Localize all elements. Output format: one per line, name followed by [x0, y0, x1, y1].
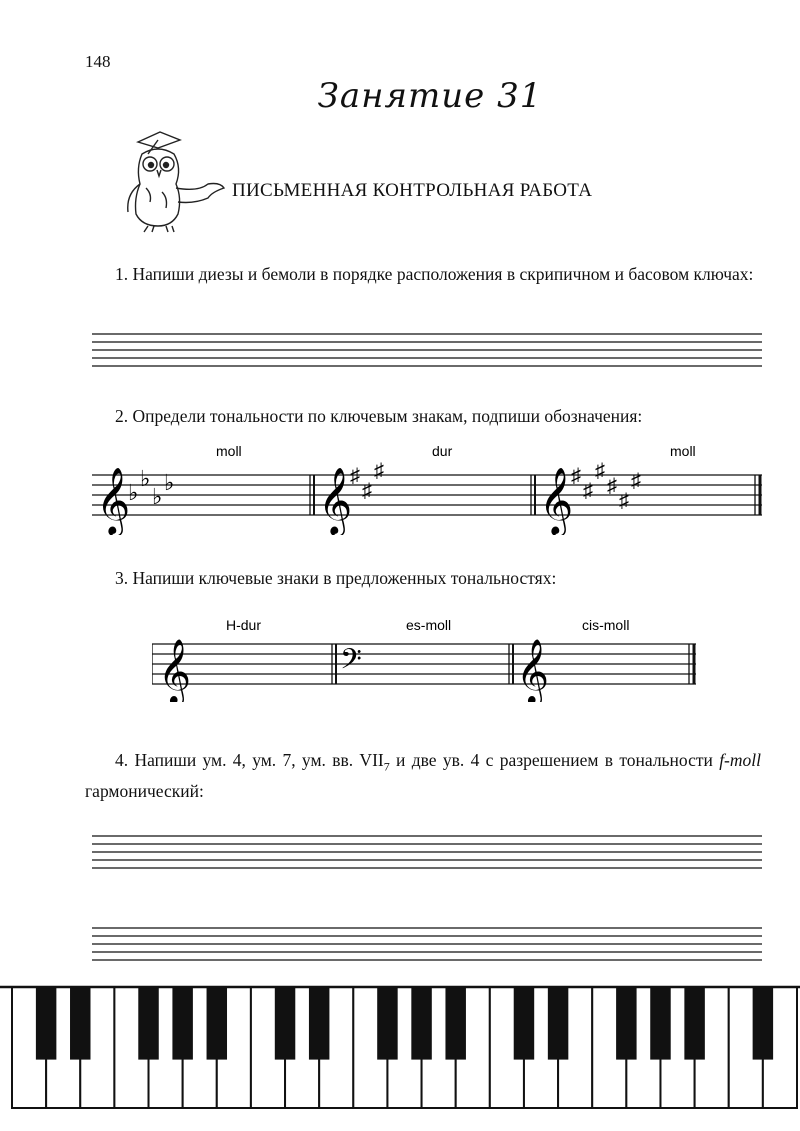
task-4-instruction	[85, 748, 761, 803]
piano-black-key	[548, 987, 568, 1060]
key-label-es-moll: es-moll	[406, 617, 452, 633]
treble-clef-icon: 𝄞	[158, 639, 192, 702]
task-2-key-signature-staff	[92, 440, 764, 535]
piano-black-key	[172, 987, 192, 1060]
piano-black-key	[377, 987, 397, 1060]
key-label-1: moll	[216, 443, 242, 459]
task-4-staff-2	[92, 926, 762, 966]
sharp-icon: ♯	[607, 475, 617, 497]
piano-black-key	[753, 987, 773, 1060]
piano-black-key	[207, 987, 227, 1060]
task-3-instruction	[85, 566, 761, 590]
task-3-key-signature-staff	[152, 612, 700, 702]
flat-icon: ♭	[140, 466, 151, 491]
treble-clef-icon: 𝄞	[516, 639, 550, 702]
task-2-text: 2. Определи тональности по ключевым знакам, подпиши обозначения:	[115, 406, 643, 426]
piano-black-key	[616, 987, 636, 1060]
key-label-h-dur: H-dur	[226, 617, 262, 633]
bass-clef-icon: 𝄢	[340, 644, 362, 682]
piano-black-key	[684, 987, 704, 1060]
flat-icon: ♭	[164, 470, 175, 495]
task-1-staff	[92, 332, 762, 370]
sharp-icon: ♯	[350, 465, 360, 487]
key-label-2: dur	[432, 443, 453, 459]
key-label-3: moll	[670, 443, 696, 459]
piano-black-key	[36, 987, 56, 1060]
piano-black-key	[275, 987, 295, 1060]
piano-black-key	[411, 987, 431, 1060]
treble-clef-icon: 𝄞	[318, 468, 353, 533]
piano-black-key	[309, 987, 329, 1060]
lesson-title: Занятие 31	[317, 76, 543, 116]
piano-keyboard	[0, 982, 800, 1112]
task-1-text: 1. Напиши диезы и бемоли в порядке расположения в скрипичном и басовом ключах:	[115, 264, 754, 284]
piano-black-key	[70, 987, 90, 1060]
task-1-instruction	[85, 262, 761, 286]
piano-black-key	[514, 987, 534, 1060]
piano-black-key	[138, 987, 158, 1060]
sharp-icon: ♯	[583, 480, 593, 502]
sharp-icon: ♯	[374, 460, 384, 482]
treble-clef-icon: 𝄞	[96, 468, 131, 533]
sharp-icon: ♯	[631, 470, 641, 492]
task-2-instruction	[85, 404, 761, 428]
treble-clef-icon: 𝄞	[539, 468, 574, 533]
page-number: 148	[85, 52, 111, 71]
sharp-icon: ♯	[595, 460, 605, 482]
task-4-staff-1	[92, 834, 762, 874]
sharp-icon: ♯	[571, 465, 581, 487]
piano-black-key	[650, 987, 670, 1060]
sharp-icon: ♯	[619, 490, 629, 512]
key-label-cis-moll: cis-moll	[582, 617, 630, 633]
piano-black-key	[445, 987, 465, 1060]
section-heading: ПИСЬМЕННАЯ КОНТРОЛЬНАЯ РАБОТА	[232, 180, 593, 201]
sharp-icon: ♯	[362, 480, 372, 502]
flat-icon: ♭	[128, 480, 139, 505]
owl-teacher-icon	[112, 128, 232, 233]
task-4-text: 4. Напиши ум. 4, ум. 7, ум. вв. $VII_7$ и две ув. 4 с разрешением в тональности f-moll гармонический:	[85, 750, 761, 801]
task-3-text: 3. Напиши ключевые знаки в предложенных тональностях:	[115, 568, 557, 588]
flat-icon: ♭	[152, 484, 163, 509]
